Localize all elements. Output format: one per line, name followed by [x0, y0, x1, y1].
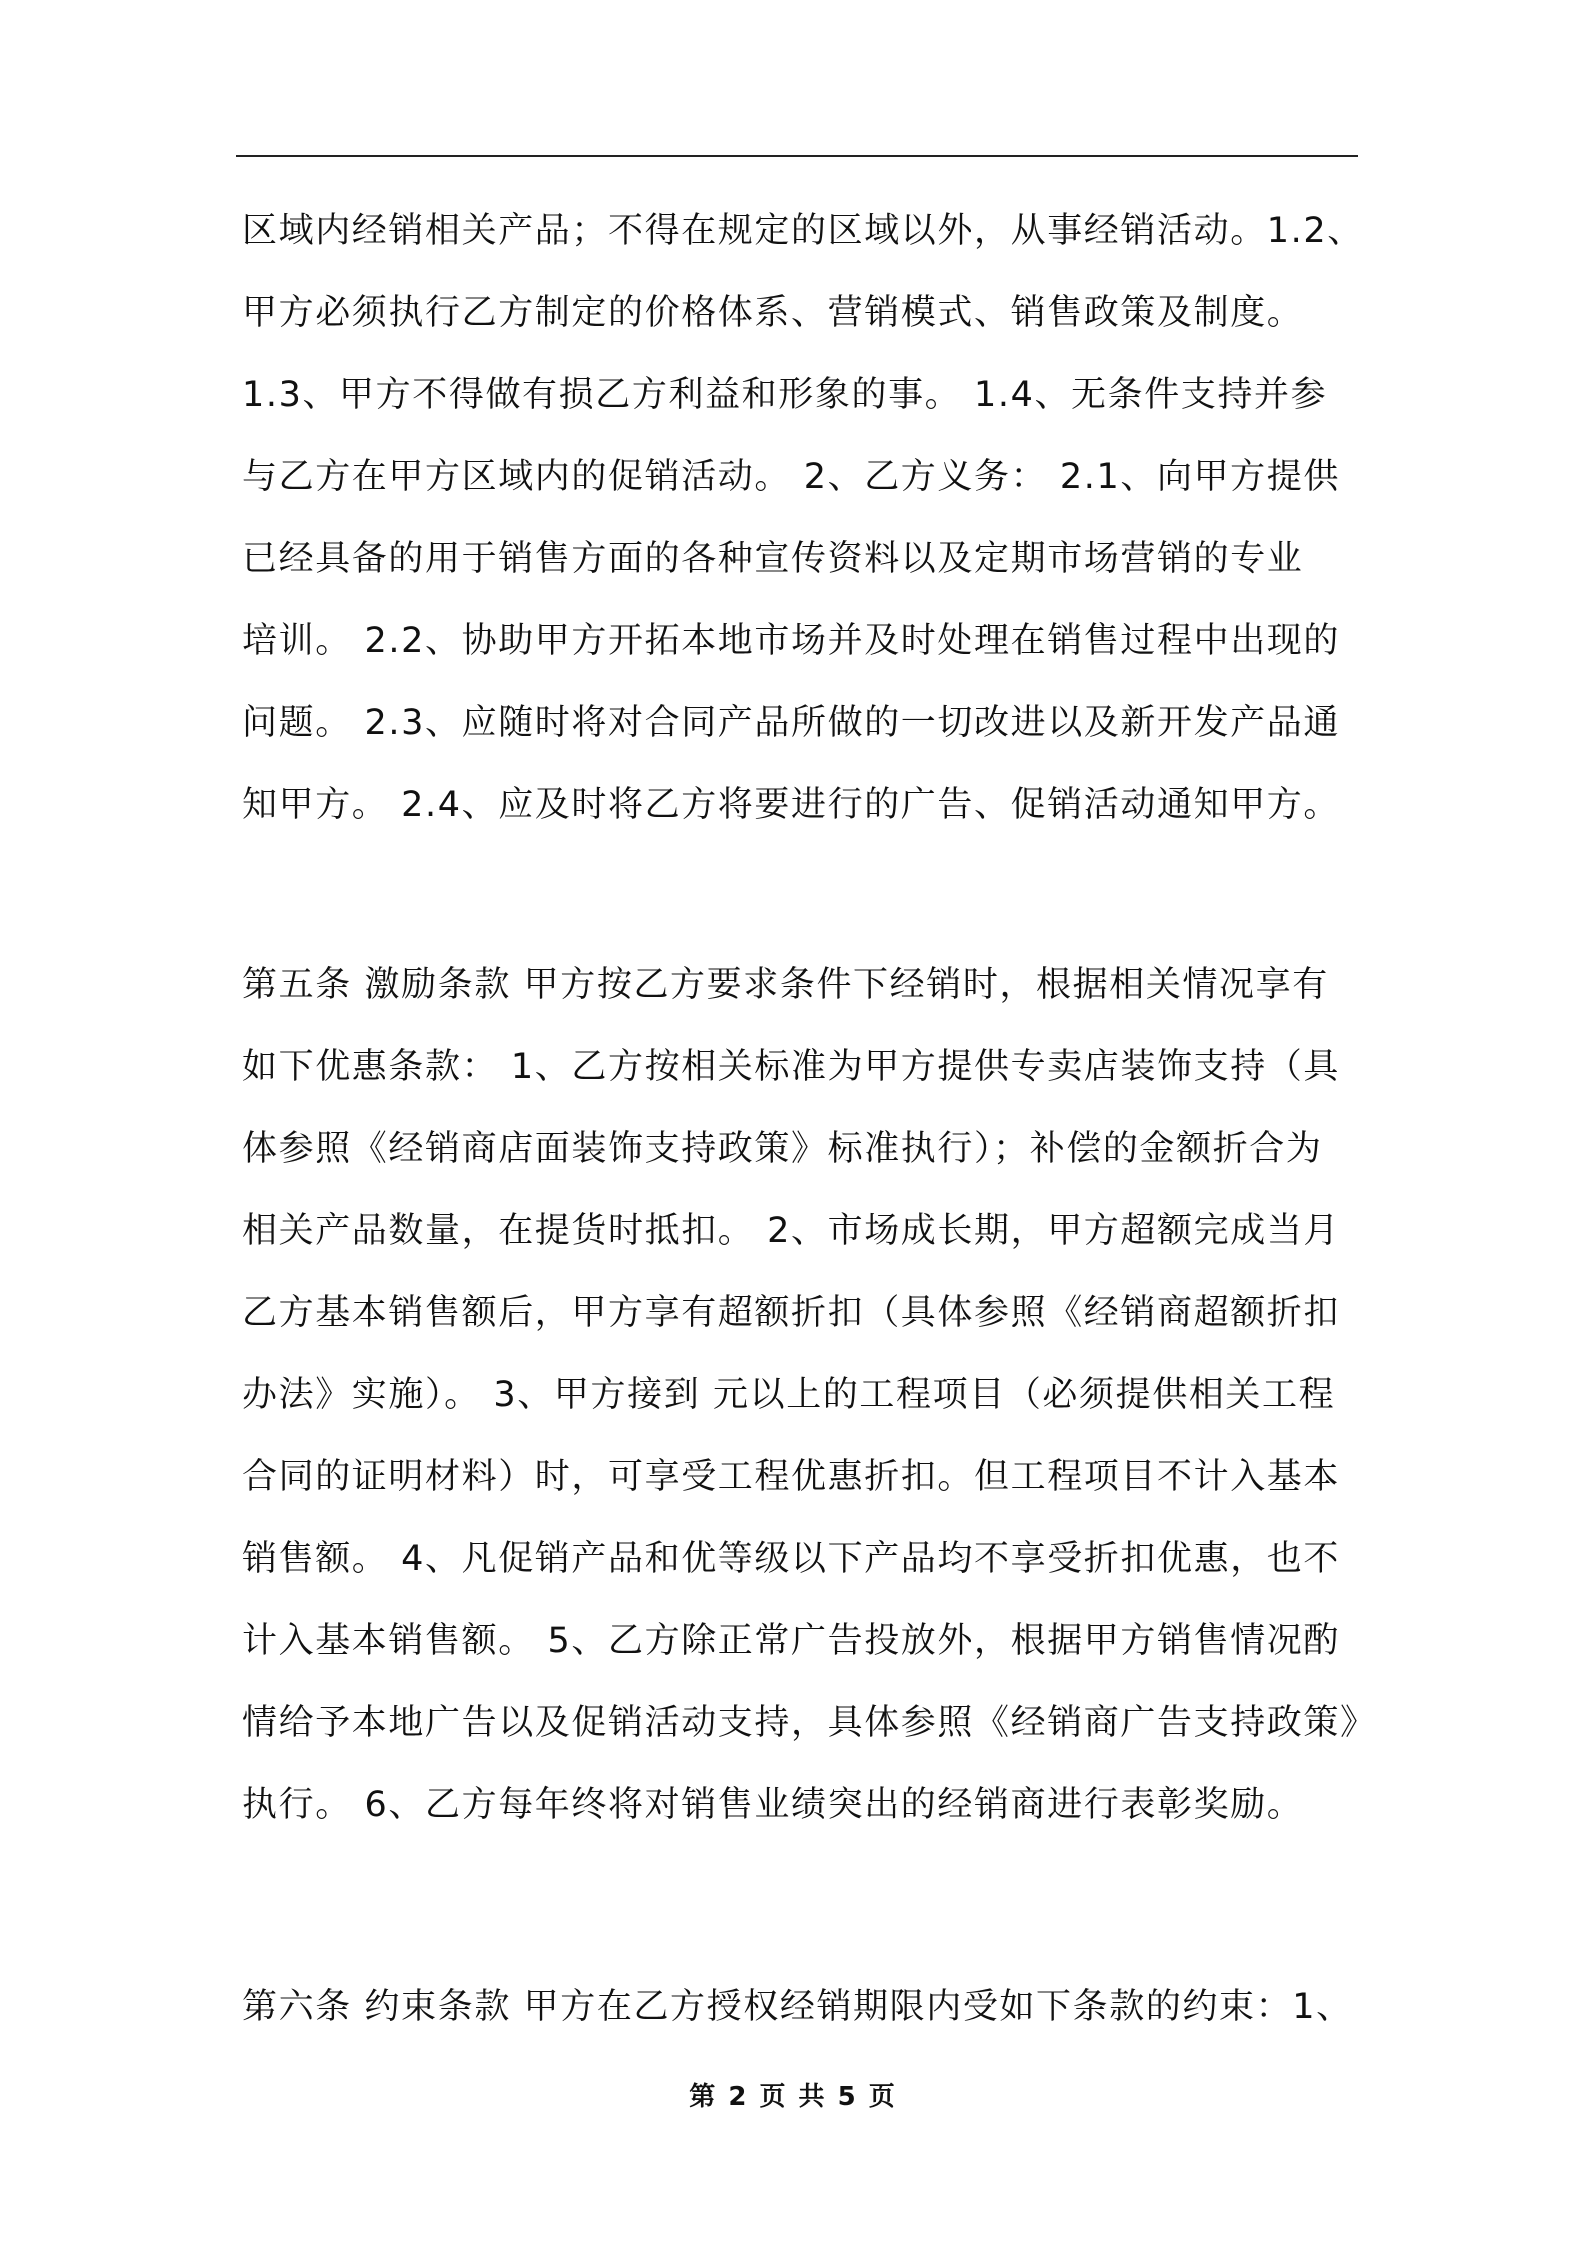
paragraph-obligations: [242, 190, 1362, 846]
text-line: 问题。 2.3、应随时将对合同产品所做的一切改进以及新开发产品通: [242, 703, 1340, 743]
text-line: 执行。 6、乙方每年终将对销售业绩突出的经销商进行表彰奖励。: [242, 1785, 1304, 1825]
text-line: 合同的证明材料）时，可享受工程优惠折扣。但工程项目不计入基本: [242, 1457, 1341, 1497]
text-line: 销售额。 4、凡促销产品和优等级以下产品均不享受折扣优惠，也不: [242, 1539, 1340, 1579]
paragraph-article-6: [242, 1966, 1362, 2048]
text-line: 相关产品数量，在提货时抵扣。 2、市场成长期，甲方超额完成当月: [242, 1211, 1340, 1251]
text-line: 第五条 激励条款 甲方按乙方要求条件下经销时，根据相关情况享有: [242, 965, 1329, 1005]
text-line: 情给予本地广告以及促销活动支持，具体参照《经销商广告支持政策》: [242, 1703, 1377, 1743]
text-line: 甲方必须执行乙方制定的价格体系、营销模式、销售政策及制度。: [242, 293, 1304, 333]
text-line: 乙方基本销售额后，甲方享有超额折扣（具体参照《经销商超额折扣: [242, 1293, 1341, 1333]
text-line: 办法》实施）。 3、甲方接到 元以上的工程项目（必须提供相关工程: [242, 1375, 1336, 1415]
text-line: 体参照《经销商店面装饰支持政策》标准执行）；补偿的金额折合为: [242, 1129, 1323, 1169]
text-line: 1.3、甲方不得做有损乙方利益和形象的事。 1.4、无条件支持并参: [242, 375, 1328, 415]
text-line: 已经具备的用于销售方面的各种宣传资料以及定期市场营销的专业: [242, 539, 1304, 579]
text-line: 培训。 2.2、协助甲方开拓本地市场并及时处理在销售过程中出现的: [242, 621, 1340, 661]
text-line: 如下优惠条款： 1、乙方按相关标准为甲方提供专卖店装饰支持（具: [242, 1047, 1340, 1087]
text-line: 计入基本销售额。 5、乙方除正常广告投放外，根据甲方销售情况酌: [242, 1621, 1340, 1661]
text-line: 区域内经销相关产品；不得在规定的区域以外，从事经销活动。1.2、: [242, 211, 1364, 251]
paragraph-article-5: [242, 944, 1377, 1846]
text-line: 第六条 约束条款 甲方在乙方授权经销期限内受如下条款的约束：1、: [242, 1987, 1353, 2027]
text-line: 知甲方。 2.4、应及时将乙方将要进行的广告、促销活动通知甲方。: [242, 785, 1340, 825]
header-rule: [236, 155, 1358, 157]
page-number: 第 2 页 共 5 页: [689, 2082, 897, 2112]
text-line: 与乙方在甲方区域内的促销活动。 2、乙方义务： 2.1、向甲方提供: [242, 457, 1340, 497]
